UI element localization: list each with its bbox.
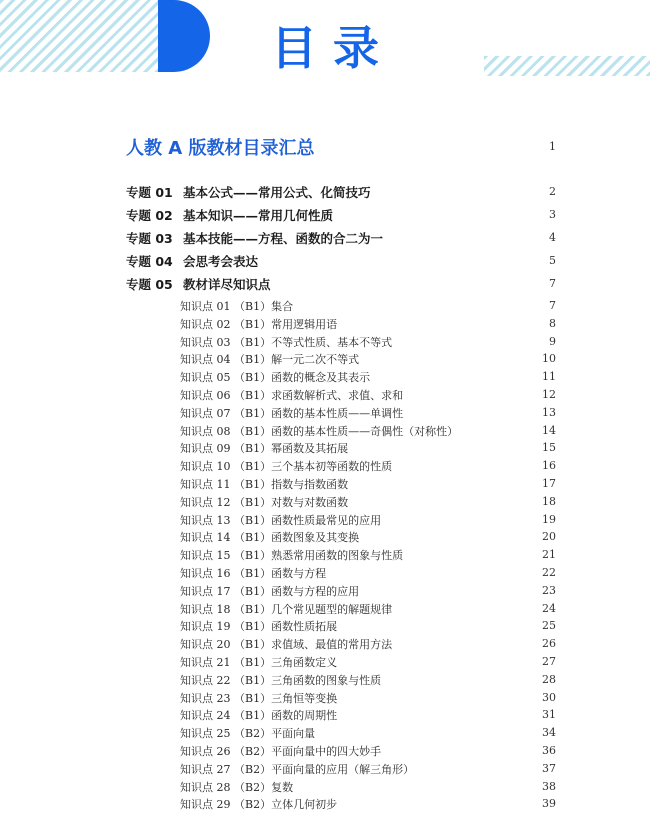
point-title: 知识点 22 （B1）三角函数的图象与性质	[180, 673, 382, 687]
toc-point-row[interactable]	[0, 600, 650, 618]
topic-title: 基本公式——常用公式、化简技巧	[183, 185, 371, 200]
point-page-number: 30	[542, 690, 556, 704]
topic-page-number: 5	[549, 254, 556, 267]
point-page-number: 18	[542, 494, 556, 508]
point-title: 知识点 01 （B1）集合	[180, 300, 294, 313]
point-title: 知识点 12 （B1）对数与对数函数	[180, 495, 349, 509]
toc-point-row[interactable]	[0, 706, 650, 724]
point-title: 知识点 18 （B1）几个常见题型的解题规律	[180, 602, 393, 616]
point-page-number: 28	[542, 672, 556, 686]
point-title: 知识点 21 （B1）三角函数定义	[180, 655, 338, 669]
point-page-number: 26	[542, 637, 556, 651]
toc-point-row[interactable]	[0, 386, 650, 404]
topic-title: 基本技能——方程、函数的合二为一	[183, 231, 384, 246]
point-page-number: 39	[542, 797, 556, 811]
point-title: 知识点 06 （B1）求函数解析式、求值、求和	[180, 388, 404, 402]
point-title: 知识点 20 （B1）求值域、最值的常用方法	[180, 638, 393, 652]
point-page-number: 25	[542, 619, 556, 633]
point-page-number: 23	[542, 583, 556, 597]
toc-point-row[interactable]	[0, 315, 650, 333]
point-page-number: 22	[542, 565, 556, 579]
toc-point-row[interactable]	[0, 742, 650, 760]
point-title: 知识点 16 （B1）函数与方程	[180, 566, 327, 580]
point-page-number: 13	[542, 405, 556, 419]
point-page-number: 31	[542, 708, 556, 722]
point-page-number: 9	[549, 334, 556, 348]
point-page-number: 19	[542, 512, 556, 526]
toc-point-row[interactable]	[0, 689, 650, 707]
point-title: 知识点 19 （B1）函数性质拓展	[180, 620, 338, 634]
toc-point-row[interactable]	[0, 635, 650, 653]
point-page-number: 38	[542, 779, 556, 793]
toc-point-row[interactable]	[0, 528, 650, 546]
topic-list	[0, 180, 650, 295]
point-page-number: 16	[542, 459, 556, 473]
toc-topic-row[interactable]	[0, 180, 650, 203]
page-title: 目录	[271, 21, 395, 75]
point-page-number: 8	[549, 316, 556, 330]
toc-point-row[interactable]	[0, 493, 650, 511]
point-page-number: 10	[542, 352, 556, 366]
point-title: 知识点 10 （B1）三个基本初等函数的性质	[180, 460, 393, 474]
toc-point-row[interactable]	[0, 760, 650, 778]
point-title: 知识点 08 （B1）函数的基本性质——奇偶性（对称性）	[180, 424, 459, 438]
toc-point-row[interactable]	[0, 439, 650, 457]
topic-page-number: 4	[549, 231, 556, 244]
point-title: 知识点 13 （B1）函数性质最常见的应用	[180, 513, 382, 527]
toc-point-row[interactable]	[0, 617, 650, 635]
point-title: 知识点 17 （B1）函数与方程的应用	[180, 584, 360, 598]
topic-title: 会思考会表达	[183, 254, 259, 269]
point-page-number: 24	[542, 601, 556, 615]
toc-point-row[interactable]	[0, 368, 650, 386]
topic-title: 基本知识——常用几何性质	[183, 208, 334, 223]
point-page-number: 17	[542, 476, 556, 490]
point-page-number: 14	[542, 423, 556, 437]
toc-topic-row[interactable]	[0, 203, 650, 226]
topic-page-number: 2	[549, 185, 556, 198]
point-page-number: 11	[542, 370, 556, 384]
point-title: 知识点 14 （B1）函数图象及其变换	[180, 531, 360, 545]
toc-point-row[interactable]	[0, 546, 650, 564]
toc-point-row[interactable]	[0, 795, 650, 813]
topic-page-number: 3	[549, 208, 556, 221]
toc-topic-row[interactable]	[0, 272, 650, 295]
toc-point-row[interactable]	[0, 671, 650, 689]
topic-label: 专题 02	[126, 208, 173, 223]
point-title: 知识点 26 （B2）平面向量中的四大妙手	[180, 744, 382, 758]
point-title: 知识点 25 （B2）平面向量	[180, 727, 316, 741]
knowledge-point-list	[0, 297, 650, 813]
point-page-number: 34	[542, 726, 556, 740]
toc-topic-row[interactable]	[0, 226, 650, 249]
topic-title: 教材详尽知识点	[183, 277, 271, 292]
toc-point-row[interactable]	[0, 350, 650, 368]
section-page-number: 1	[549, 140, 556, 153]
topic-page-number: 7	[549, 277, 556, 290]
point-title: 知识点 03 （B1）不等式性质、基本不等式	[180, 335, 393, 349]
topic-label: 专题 05	[126, 277, 173, 292]
toc-point-row[interactable]	[0, 511, 650, 529]
toc-point-row[interactable]	[0, 724, 650, 742]
point-title: 知识点 23 （B1）三角恒等变换	[180, 691, 338, 705]
point-page-number: 21	[542, 548, 556, 562]
toc-point-row[interactable]	[0, 297, 650, 315]
toc-point-row[interactable]	[0, 422, 650, 440]
point-title: 知识点 11 （B1）指数与指数函数	[180, 477, 349, 491]
point-page-number: 12	[542, 387, 556, 401]
point-title: 知识点 15 （B1）熟悉常用函数的图象与性质	[180, 549, 404, 563]
point-page-number: 7	[549, 299, 556, 312]
toc-point-row[interactable]	[0, 653, 650, 671]
toc-point-row[interactable]	[0, 778, 650, 796]
point-title: 知识点 04 （B1）解一元二次不等式	[180, 353, 360, 367]
point-title: 知识点 24 （B1）函数的周期性	[180, 709, 338, 723]
point-title: 知识点 27 （B2）平面向量的应用（解三角形）	[180, 762, 415, 776]
toc-point-row[interactable]	[0, 457, 650, 475]
point-page-number: 27	[542, 654, 556, 668]
topic-label: 专题 04	[126, 254, 173, 269]
toc-topic-row[interactable]	[0, 249, 650, 272]
point-title: 知识点 28 （B2）复数	[180, 780, 294, 794]
point-page-number: 15	[542, 441, 556, 455]
point-title: 知识点 07 （B1）函数的基本性质——单调性	[180, 406, 404, 420]
point-title: 知识点 02 （B1）常用逻辑用语	[180, 317, 338, 331]
point-page-number: 20	[542, 530, 556, 544]
toc-point-row[interactable]	[0, 333, 650, 351]
topic-label: 专题 03	[126, 231, 173, 246]
toc-point-row[interactable]	[0, 582, 650, 600]
toc-point-row[interactable]	[0, 404, 650, 422]
toc-point-row[interactable]	[0, 475, 650, 493]
section-heading: 人教 A 版教材目录汇总	[126, 138, 315, 159]
topic-label: 专题 01	[126, 185, 173, 200]
toc-point-row[interactable]	[0, 564, 650, 582]
point-page-number: 36	[542, 743, 556, 757]
point-title: 知识点 05 （B1）函数的概念及其表示	[180, 371, 371, 385]
point-title: 知识点 29 （B2）立体几何初步	[180, 798, 338, 812]
point-title: 知识点 09 （B1）幂函数及其拓展	[180, 442, 349, 456]
point-page-number: 37	[542, 761, 556, 775]
